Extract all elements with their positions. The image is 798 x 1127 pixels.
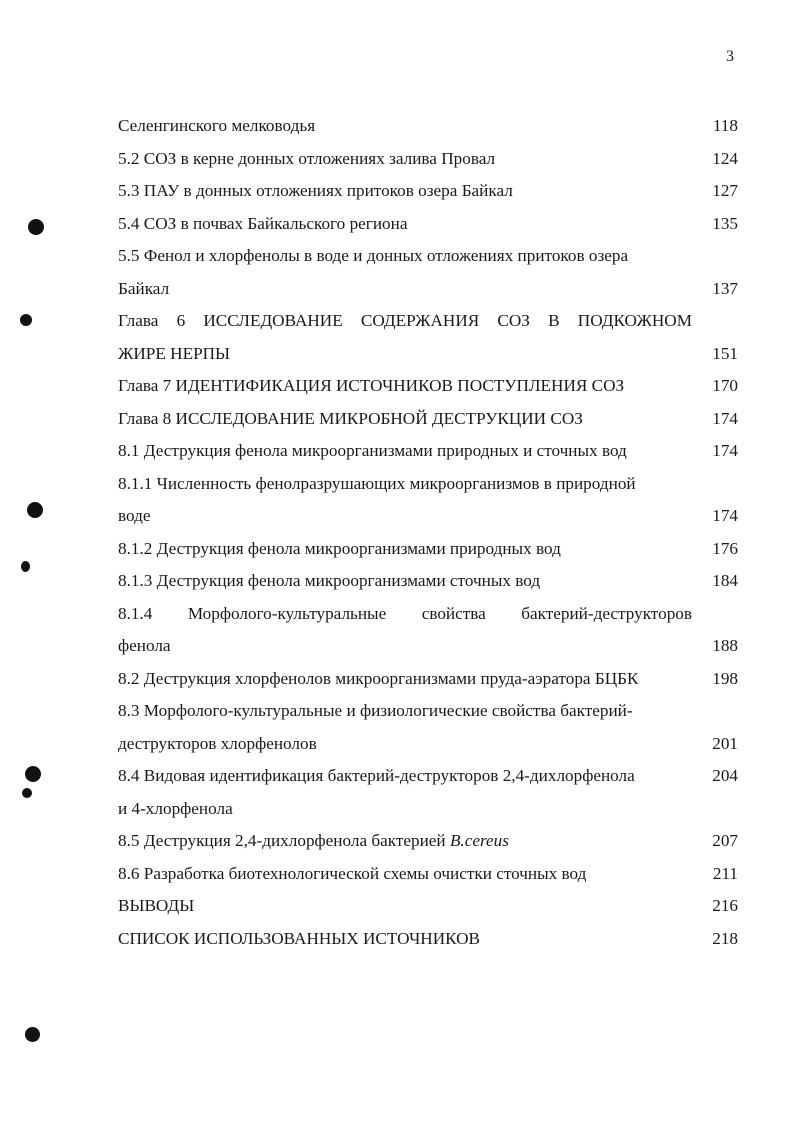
binder-hole — [25, 1027, 40, 1042]
toc-line — [118, 110, 738, 143]
toc-line — [118, 923, 738, 956]
toc-line — [118, 370, 738, 403]
toc-entry-page: 174 — [712, 441, 738, 460]
toc-line — [118, 175, 738, 208]
toc-line — [118, 565, 738, 598]
toc-line — [118, 695, 738, 728]
toc-entry-text: 8.1.2 Деструкция фенола микроорганизмами природных вод — [118, 538, 561, 558]
toc-entry-page: 216 — [712, 896, 738, 915]
toc-entry-text: 8.2 Деструкция хлорфенолов микроорганизмами пруда-аэратора БЦБК — [118, 668, 639, 688]
toc-entry-page: 184 — [712, 571, 738, 590]
toc-entry-page: 137 — [712, 278, 738, 298]
toc-entry-page: 135 — [712, 213, 738, 233]
toc-entry-text: 8.6 Разработка биотехнологической схемы очистки сточных вод — [118, 863, 587, 883]
toc-line — [118, 728, 738, 761]
toc-line — [118, 435, 738, 468]
toc-entry-text-italic: B.cereus — [449, 831, 509, 850]
binder-hole — [20, 314, 32, 326]
toc-entry-text: Байкал — [118, 278, 170, 298]
toc-entry-text: воде — [118, 506, 151, 525]
toc-entry-page: 118 — [712, 116, 738, 135]
toc-entry-text: 8.1 Деструкция фенола микроорганизмами природных и сточных вод — [118, 441, 627, 460]
toc-entry-text: 8.1.4 Морфолого-культуральные свойства бактерий-деструкторов — [118, 603, 692, 623]
toc-entry-text: фенола — [118, 636, 171, 655]
toc-entry-page: 211 — [712, 863, 738, 883]
binder-hole — [21, 561, 30, 572]
toc-entry-text: 5.4 СОЗ в почвах Байкальского региона — [118, 213, 408, 233]
toc-line — [118, 403, 738, 436]
toc-line — [118, 143, 738, 176]
toc-line — [118, 663, 738, 696]
toc-entry-page: 204 — [712, 766, 738, 785]
binder-hole — [22, 788, 32, 798]
toc-entry-page: 170 — [712, 376, 738, 395]
toc-entry-text: и 4-хлорфенола — [118, 798, 233, 818]
toc-line — [118, 240, 738, 273]
toc-entry-text: Глава 8 ИССЛЕДОВАНИЕ МИКРОБНОЙ ДЕСТРУКЦИИ СОЗ — [118, 408, 583, 428]
binder-hole — [28, 219, 44, 235]
toc-line — [118, 273, 738, 306]
toc-entry-page: 174 — [712, 408, 738, 428]
toc-entry-page: 198 — [712, 668, 738, 688]
toc-entry-text: 8.1.3 Деструкция фенола микроорганизмами сточных вод — [118, 571, 541, 590]
toc-entry-text: СПИСОК ИСПОЛЬЗОВАННЫХ ИСТОЧНИКОВ — [118, 928, 481, 948]
toc-entry-page: 151 — [712, 343, 738, 363]
toc-entry-text: 8.4 Видовая идентификация бактерий-деструкторов 2,4-дихлорфенола — [118, 766, 635, 785]
toc-line — [118, 208, 738, 241]
toc-line — [118, 630, 738, 663]
toc-entry-text: Селенгинского мелководья — [118, 116, 316, 135]
toc-entry-page: 174 — [712, 506, 738, 525]
toc-line — [118, 533, 738, 566]
toc-line — [118, 598, 738, 631]
binder-hole — [27, 502, 43, 518]
toc-entry-text: ЖИРЕ НЕРПЫ — [118, 343, 231, 363]
binder-hole — [25, 766, 41, 782]
toc-line — [118, 858, 738, 891]
toc-line — [118, 338, 738, 371]
toc-entry-page: 207 — [712, 831, 738, 850]
toc-entry-text: Глава 6 ИССЛЕДОВАНИЕ СОДЕРЖАНИЯ СОЗ В ПОДКОЖНОМ — [118, 311, 692, 330]
toc-entry-text-prefix: 8.5 Деструкция 2,4-дихлорфенола бактерией — [118, 831, 450, 850]
toc-entry-text: 5.2 СОЗ в керне донных отложениях залива Провал — [118, 148, 496, 168]
toc-line — [118, 468, 738, 501]
toc-entry-text: 5.3 ПАУ в донных отложениях притоков озера Байкал — [118, 181, 513, 200]
toc-entry-page: 188 — [712, 636, 738, 655]
toc-entry-text: деструкторов хлорфенолов — [118, 733, 317, 753]
toc-line — [118, 890, 738, 923]
toc-entry-page: 124 — [712, 148, 738, 168]
toc-line — [118, 500, 738, 533]
toc-entry-text — [118, 825, 509, 858]
toc-entry-page: 218 — [712, 928, 738, 948]
toc-entry-text: 8.3 Морфолого-культуральные и физиологические свойства бактерий- — [118, 701, 633, 720]
toc-entry-text: 5.5 Фенол и хлорфенолы в воде и донных отложениях притоков озера — [118, 246, 629, 265]
table-of-contents — [118, 110, 738, 955]
toc-line — [118, 825, 738, 858]
toc-entry-text: ВЫВОДЫ — [118, 896, 195, 915]
toc-entry-page: 176 — [712, 538, 738, 558]
toc-line — [118, 793, 738, 826]
toc-line — [118, 760, 738, 793]
toc-entry-text: Глава 7 ИДЕНТИФИКАЦИЯ ИСТОЧНИКОВ ПОСТУПЛЕНИЯ СОЗ — [118, 376, 625, 395]
toc-line — [118, 305, 738, 338]
toc-entry-page: 201 — [712, 733, 738, 753]
page-number: 3 — [726, 48, 734, 65]
toc-entry-page: 127 — [712, 181, 738, 200]
toc-entry-text: 8.1.1 Численность фенолразрушающих микроорганизмов в природной — [118, 473, 636, 493]
